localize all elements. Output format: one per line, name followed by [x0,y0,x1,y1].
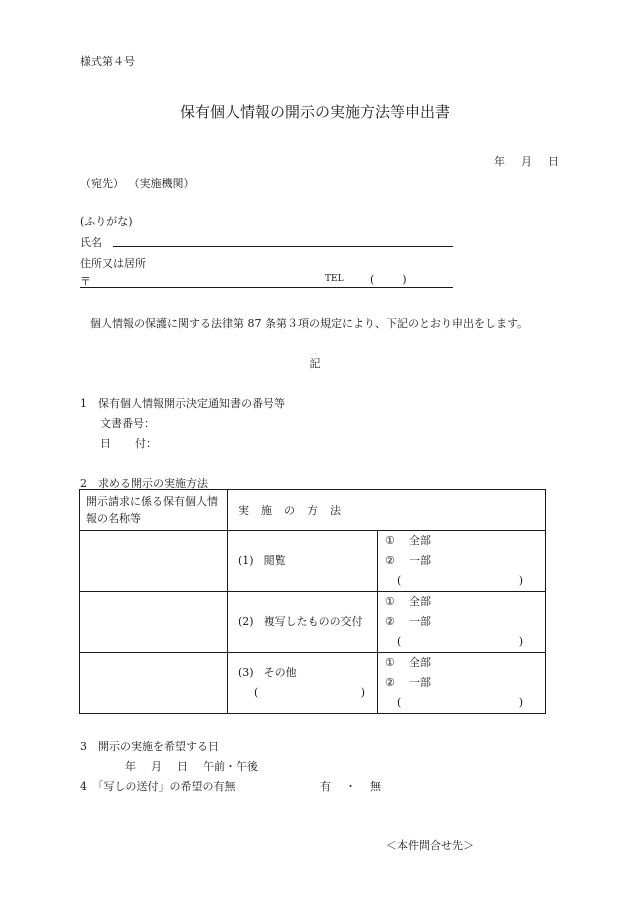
section3-title: 3 開示の実施を希望する日 [80,740,219,753]
method-table [79,489,546,714]
copy-delivery-choice [320,778,381,794]
choice-separator: ・ [345,780,356,793]
method-cell: (3) その他 ( ) [228,653,378,714]
contact-heading: ＜本件問合せ先＞ [386,839,474,852]
section1-title: 1 保有個人情報開示決定通知書の番号等 [80,397,285,410]
recipient-addressee: （宛先） [80,177,124,190]
header-info-name: 開示請求に係る保有個人情報の名称等 [80,490,228,531]
date-year: 年 [494,155,505,168]
option-part[interactable]: ② 一部 [385,554,431,567]
option-all[interactable]: ① 全部 [385,534,431,547]
table-row [80,653,546,714]
tel-close-paren: ) [402,273,407,286]
desired-year: 年 [125,760,136,773]
doc-date-label [100,435,157,451]
header-method: 実 施 の 方 法 [228,490,546,531]
doc-number-label: 文書番号： [100,417,155,430]
address-label: 住所又は居所 [80,257,146,270]
option-detail[interactable]: ( ) [397,696,523,709]
other-detail[interactable]: ( ) [254,686,365,699]
table-row [80,531,546,592]
desired-date[interactable] [125,758,273,774]
desired-month: 月 [151,760,162,773]
section4-title: 4 「写しの送付」の希望の有無 [80,780,236,793]
option-part[interactable]: ② 一部 [385,676,431,689]
option-part[interactable]: ② 一部 [385,615,431,628]
info-name-cell[interactable] [80,592,228,653]
option-all[interactable]: ① 全部 [385,656,431,669]
statement-text: 個人情報の保護に関する法律第 87 条第３項の規定により、下記のとおり申出をします。 [90,317,529,330]
method-cell: (2) 複写したものの交付 [228,592,378,653]
date-line [494,153,559,169]
postal-mark: 〒 [80,275,91,288]
recipient-agency: （実施機関） [134,177,195,190]
info-name-cell[interactable] [80,653,228,714]
recipient [80,175,195,191]
doc-date-tail: 付： [135,437,157,450]
choice-no[interactable]: 無 [370,780,381,793]
option-detail[interactable]: ( ) [397,635,523,648]
option-cell [378,531,546,592]
date-month: 月 [521,155,532,168]
option-cell [378,592,546,653]
ki-heading: 記 [309,357,321,370]
info-name-cell[interactable] [80,531,228,592]
form-number: 様式第４号 [80,55,135,68]
name-field-line[interactable] [113,246,453,247]
desired-ampm[interactable]: 午前・午後 [203,760,258,773]
tel-open-paren: ( [370,273,375,286]
tel-label: TEL [325,274,344,284]
option-detail[interactable]: ( ) [397,574,523,587]
doc-date-head: 日 [100,437,111,450]
furigana-label: (ふりがな) [80,215,133,228]
table-row [80,592,546,653]
date-day: 日 [548,155,559,168]
tel-field[interactable] [370,273,407,286]
name-label: 氏名 [80,236,102,249]
desired-day: 日 [177,760,188,773]
method-cell: (1) 閲覧 [228,531,378,592]
option-all[interactable]: ① 全部 [385,595,431,608]
address-field-line[interactable] [80,287,453,288]
choice-yes[interactable]: 有 [320,780,331,793]
page-title: 保有個人情報の開示の実施方法等申出書 [179,103,450,121]
section2-title: 2 求める開示の実施方法 [80,477,208,490]
option-cell [378,653,546,714]
